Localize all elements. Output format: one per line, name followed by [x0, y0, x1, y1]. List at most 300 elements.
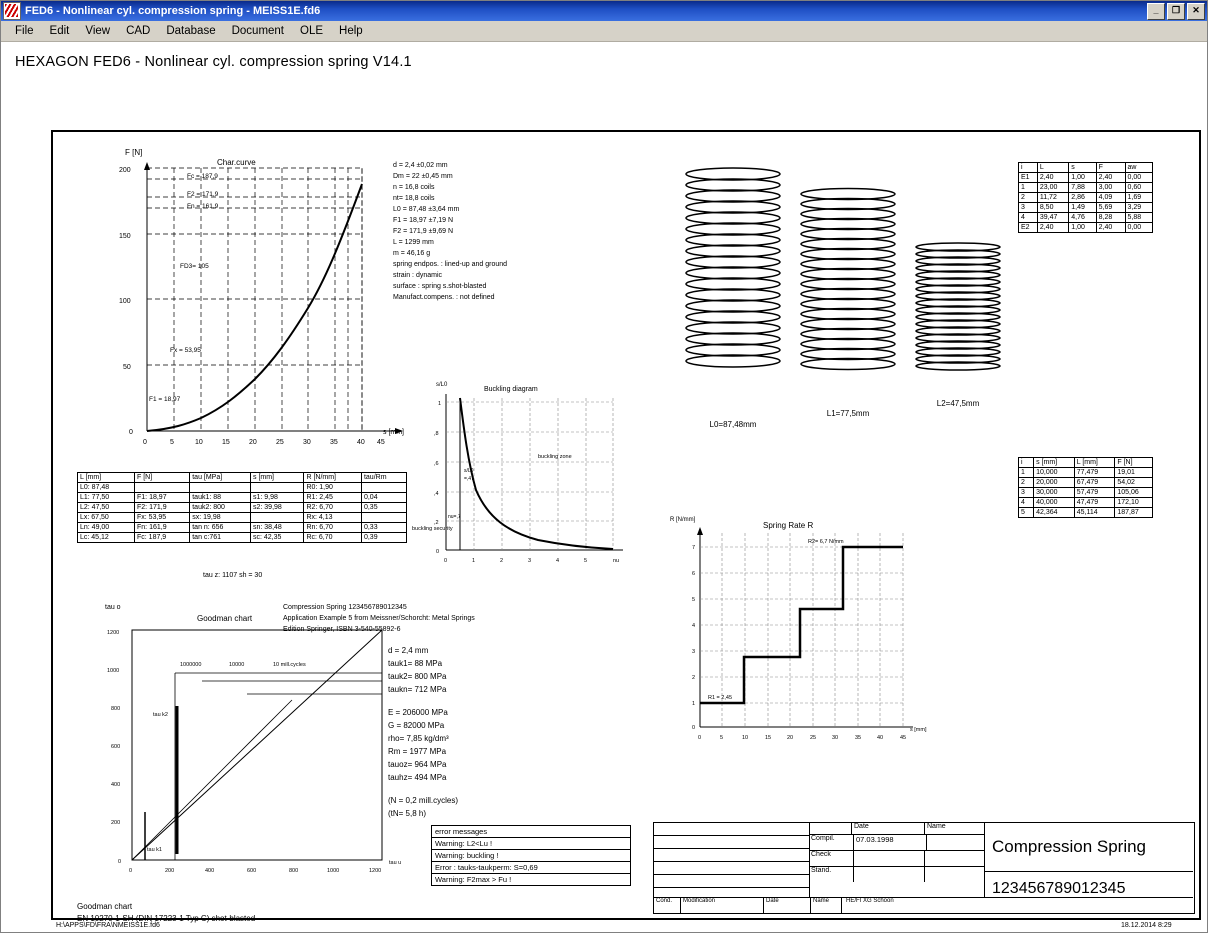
goodman-marker-tauk1: tau k1: [147, 847, 162, 853]
svg-text:45: 45: [377, 439, 385, 446]
svg-text:15: 15: [222, 439, 230, 446]
goodman-cycles-1000000: 1000000: [180, 662, 202, 668]
table-row: [1019, 203, 1153, 213]
svg-text:0: 0: [444, 558, 448, 564]
svg-text:Fn = 161,9: Fn = 161,9: [187, 203, 219, 210]
svg-text:800: 800: [289, 868, 299, 874]
col-tau: tau [MPa]: [190, 473, 251, 483]
menu-item-database[interactable]: Database: [166, 25, 216, 37]
svg-text:1: 1: [692, 701, 696, 707]
maximize-button[interactable]: ❐: [1167, 3, 1185, 20]
char-curve-ylabel: F [N]: [125, 148, 143, 157]
goodman-cycles-10000: 10000: [229, 662, 245, 668]
svg-text:150: 150: [119, 233, 131, 240]
error-message-item: Warning: F2max > Fu !: [431, 873, 631, 886]
cell: [251, 483, 304, 493]
spring-drawing-l0: [678, 162, 788, 429]
cell: 2,40: [1096, 223, 1125, 233]
table-row: [78, 503, 407, 513]
col-s: s: [1069, 163, 1096, 173]
spec-line: surface : spring s.shot-blasted: [393, 283, 487, 290]
svg-text:7: 7: [692, 545, 696, 551]
svg-text:20: 20: [249, 439, 257, 446]
material-line: Rm = 1977 MPa: [388, 747, 447, 756]
cell: 5: [1019, 508, 1034, 518]
col-s: s [mm]: [1034, 458, 1075, 468]
col-aw: aw: [1125, 163, 1152, 173]
cell: 3,00: [1096, 183, 1125, 193]
cell: 39,47: [1037, 213, 1068, 223]
cell: tauk2: 800: [190, 503, 251, 513]
svg-text:20: 20: [787, 735, 794, 741]
cell: Fn: 161,9: [135, 523, 190, 533]
svg-text:30: 30: [303, 439, 311, 446]
row-label-stand: Stand.: [809, 867, 854, 882]
material-line: E = 206000 MPa: [388, 708, 448, 717]
cell: Fx: 53,95: [135, 513, 190, 523]
spring-rate-ylabel: R [N/mm]: [670, 517, 696, 523]
spec-line: m = 46,16 g: [393, 250, 431, 257]
cell: E1: [1019, 173, 1038, 183]
cell: 2,40: [1037, 173, 1068, 183]
cell: 30,000: [1034, 488, 1075, 498]
title-block-revision-grid: [654, 823, 810, 897]
svg-text:5: 5: [584, 558, 588, 564]
result-table: [77, 472, 407, 543]
spring-rate-chart: [658, 517, 928, 767]
cell: 23,00: [1037, 183, 1068, 193]
svg-text:15: 15: [765, 735, 772, 741]
char-curve-chart: [77, 148, 407, 458]
cell: Lx: 67,50: [78, 513, 135, 523]
cell: 2,86: [1069, 193, 1096, 203]
window-controls: [1147, 3, 1205, 20]
spring-rate-annotation-r1: R1 = 2,45: [708, 695, 733, 701]
svg-text:F1 = 18,97: F1 = 18,97: [149, 396, 181, 403]
bottom-cond: Cond.: [654, 898, 681, 913]
result-table-footer: tau z: 1107 sh = 30: [203, 572, 263, 579]
spec-list: [393, 160, 507, 303]
table-row: [1019, 193, 1153, 203]
spring-drawing-l2: [908, 237, 1008, 408]
spring-rate-annotation-r2: R2= 6,7 N/mm: [808, 539, 844, 545]
svg-text:s [mm]: s [mm]: [910, 727, 927, 733]
goodman-marker-tauk2: tau k2: [153, 712, 168, 718]
svg-text:35: 35: [855, 735, 862, 741]
menu-item-file[interactable]: File: [15, 25, 34, 37]
row-name-stand: [925, 867, 984, 882]
svg-text:600: 600: [111, 744, 121, 750]
cell: [135, 483, 190, 493]
cell: R0: 1,90: [304, 483, 362, 493]
cell: 77,479: [1074, 468, 1115, 478]
table-row: [78, 523, 407, 533]
cell: 8,50: [1037, 203, 1068, 213]
menu-item-cad[interactable]: CAD: [126, 25, 151, 37]
col-s: s [mm]: [251, 473, 304, 483]
svg-text:600: 600: [247, 868, 257, 874]
svg-text:5: 5: [170, 439, 174, 446]
cell: F1: 18,97: [135, 493, 190, 503]
spring-label-l0: L0=87,48mm: [709, 420, 757, 429]
cell: 57,479: [1074, 488, 1115, 498]
text-heading-2: Application Example 5 from Meissner/Schorcht: Metal Springs: [283, 615, 475, 622]
cell: 42,364: [1034, 508, 1075, 518]
cell: 2: [1019, 478, 1034, 488]
svg-text:nu: nu: [613, 558, 620, 564]
svg-text:0: 0: [698, 735, 702, 741]
cell: sx: 19,98: [190, 513, 251, 523]
buckling-ylabel: s/L0: [436, 382, 448, 388]
cell: 20,000: [1034, 478, 1075, 488]
svg-text:s [mm]: s [mm]: [383, 429, 404, 436]
row-date-stand: [854, 867, 925, 882]
svg-text:25: 25: [276, 439, 284, 446]
material-line: tauk2= 800 MPa: [388, 672, 447, 681]
spec-line: L0 = 87,48 ±3,64 mm: [393, 206, 460, 213]
svg-text:1200: 1200: [107, 630, 120, 636]
drawing-sheet: [51, 130, 1201, 923]
spec-line: d = 2,4 ±0,02 mm: [393, 162, 448, 169]
cell: Rx: 4,13: [304, 513, 362, 523]
material-line: [388, 696, 458, 706]
bottom-name: Name: [811, 898, 842, 913]
svg-text:2: 2: [692, 675, 696, 681]
cell: 4: [1019, 498, 1034, 508]
svg-text:1000: 1000: [327, 868, 340, 874]
cell: Rc: 6,70: [304, 533, 362, 543]
cell: R2: 6,70: [304, 503, 362, 513]
material-line: G = 82000 MPa: [388, 721, 445, 730]
col-i: i: [1019, 163, 1038, 173]
svg-text:100: 100: [119, 298, 131, 305]
window-title: FED6 - Nonlinear cyl. compression spring - MEISS1E.fd6: [25, 5, 321, 17]
cell: 0,33: [361, 523, 406, 533]
svg-text:0: 0: [129, 868, 133, 874]
svg-text:,6: ,6: [434, 461, 439, 467]
svg-text:10: 10: [195, 439, 203, 446]
app-icon: [3, 2, 21, 20]
svg-text:,2: ,2: [434, 520, 439, 526]
table-row: [1019, 498, 1153, 508]
table-row: [78, 533, 407, 543]
text-block: [283, 602, 475, 635]
print-date-label: 18.12.2014 8:29: [1121, 922, 1172, 929]
error-messages-panel: [431, 825, 631, 886]
cell: 172,10: [1115, 498, 1153, 508]
cell: 5,88: [1125, 213, 1152, 223]
cell: 67,479: [1074, 478, 1115, 488]
table-row: [78, 493, 407, 503]
material-line: (tN= 5,8 h): [388, 809, 427, 818]
col-l: L [mm]: [1074, 458, 1115, 468]
col-f: F: [1096, 163, 1125, 173]
col-r: R [N/mm]: [304, 473, 362, 483]
menu-item-help[interactable]: Help: [339, 25, 363, 37]
cell: 4,76: [1069, 213, 1096, 223]
col-l: L: [1037, 163, 1068, 173]
goodman-chart: [77, 602, 407, 923]
svg-text:1: 1: [438, 401, 442, 407]
cell: R1: 2,45: [304, 493, 362, 503]
title-bar: [1, 1, 1207, 21]
buckling-diagram: [408, 382, 638, 582]
cell: [251, 513, 304, 523]
cell: 47,479: [1074, 498, 1115, 508]
title-block-bottom-strip: [654, 897, 984, 913]
svg-text:1: 1: [472, 558, 476, 564]
svg-text:400: 400: [205, 868, 215, 874]
svg-text:200: 200: [111, 820, 121, 826]
bottom-date: Date: [764, 898, 811, 913]
cell: 187,87: [1115, 508, 1153, 518]
svg-text:800: 800: [111, 706, 121, 712]
table-row: [1019, 183, 1153, 193]
cell: 1,00: [1069, 223, 1096, 233]
svg-text:35: 35: [330, 439, 338, 446]
cell: 8,28: [1096, 213, 1125, 223]
cell: 45,114: [1074, 508, 1115, 518]
svg-text:,4: ,4: [434, 491, 439, 497]
cell: 54,02: [1115, 478, 1153, 488]
menu-item-view[interactable]: View: [85, 25, 111, 37]
error-message-item: Warning: L2<Lu !: [431, 837, 631, 849]
row-label-check: Check: [809, 851, 854, 866]
svg-text:50: 50: [123, 364, 131, 371]
table-row: [1019, 468, 1153, 478]
table-row: [1019, 508, 1153, 518]
cell: Rn: 6,70: [304, 523, 362, 533]
row-label-compiled: Compil.: [809, 835, 854, 850]
svg-text:40: 40: [877, 735, 884, 741]
bottom-modification: Modification: [681, 898, 764, 913]
menu-item-ole[interactable]: OLE: [300, 25, 324, 37]
spec-line: Manufact.compens. : not defined: [393, 294, 495, 301]
table-header-row: [1019, 458, 1153, 468]
cell: 4,09: [1096, 193, 1125, 203]
row-name-check: [925, 851, 984, 866]
title-block: [653, 822, 1195, 914]
material-line: tauoz= 964 MPa: [388, 760, 447, 769]
spec-line: spring endpos. : lined-up and ground: [393, 261, 508, 268]
cell: 1: [1019, 468, 1034, 478]
load-table: [1018, 457, 1153, 518]
svg-text:4: 4: [692, 623, 696, 629]
goodman-title: Goodman chart: [197, 614, 253, 623]
error-message-item: Error : tauks-taukperm: S=0,69: [431, 861, 631, 873]
material-line: tauk1= 88 MPa: [388, 659, 443, 668]
cell: 0,60: [1125, 183, 1152, 193]
cell: 1,69: [1125, 193, 1152, 203]
svg-text:tau u: tau u: [389, 860, 402, 866]
spec-line: Dm = 22 ±0,45 mm: [393, 173, 453, 180]
cell: F2: 171,9: [135, 503, 190, 513]
material-line: (N = 0,2 mill.cycles): [388, 796, 459, 805]
buckling-title: Buckling diagram: [484, 386, 538, 393]
svg-text:3: 3: [528, 558, 532, 564]
col-name: Name: [927, 823, 946, 830]
table-row: [1019, 488, 1153, 498]
svg-text:s/L0: s/L0: [464, 468, 474, 474]
material-data-block: [388, 644, 458, 820]
svg-text:5: 5: [720, 735, 724, 741]
spec-line: n = 16,8 coils: [393, 184, 435, 191]
cell: [190, 483, 251, 493]
spec-line: L = 1299 mm: [393, 239, 434, 246]
goodman-cycles-10mill: 10 mill.cycles: [273, 662, 306, 668]
svg-text:400: 400: [111, 782, 121, 788]
row-name-compiled: [927, 835, 984, 850]
cell: 5,69: [1096, 203, 1125, 213]
material-line: rho= 7,85 kg/dm³: [388, 734, 449, 743]
goodman-ylabel: tau o: [105, 604, 121, 611]
table-header-row: [78, 473, 407, 483]
error-messages-title: error messages: [431, 825, 631, 837]
text-heading-3: Edition Springer, ISBN 3-540-55892-6: [283, 626, 401, 633]
col-date: Date: [852, 823, 925, 834]
error-message-item: Warning: buckling !: [431, 849, 631, 861]
table-row: [1019, 478, 1153, 488]
cell: [361, 483, 406, 493]
svg-text:F2 = 171,9: F2 = 171,9: [187, 191, 219, 198]
cell: 2,40: [1096, 173, 1125, 183]
cell: 1,00: [1069, 173, 1096, 183]
buckling-security-label: buckling security: [412, 526, 453, 532]
cell: 40,000: [1034, 498, 1075, 508]
cell: Fc: 187,9: [135, 533, 190, 543]
cell: 4: [1019, 213, 1038, 223]
spring-label-l2: L2=47,5mm: [936, 399, 980, 408]
svg-text:30: 30: [832, 735, 839, 741]
cell: s1: 9,98: [251, 493, 304, 503]
close-button[interactable]: ✕: [1187, 3, 1205, 20]
svg-text:nu=,7: nu=,7: [448, 514, 461, 520]
svg-text:1000: 1000: [107, 668, 120, 674]
cell: L2: 47,50: [78, 503, 135, 513]
cell: L0: 87,48: [78, 483, 135, 493]
cell: 19,01: [1115, 468, 1153, 478]
svg-text:5: 5: [692, 597, 696, 603]
col-f: F [N]: [1115, 458, 1153, 468]
cell: 1,49: [1069, 203, 1096, 213]
menu-bar: [1, 21, 1207, 42]
svg-text:FD3= 105: FD3= 105: [180, 263, 209, 270]
spec-line: strain : dynamic: [393, 272, 443, 279]
cell: tan c:761: [190, 533, 251, 543]
buckling-zone-label: buckling zone: [538, 454, 572, 460]
table-row: [78, 483, 407, 493]
cell: Lc: 45,12: [78, 533, 135, 543]
menu-item-document[interactable]: Document: [231, 25, 285, 37]
col-f: F [N]: [135, 473, 190, 483]
cell: sc: 42,35: [251, 533, 304, 543]
svg-text:3: 3: [692, 649, 696, 655]
svg-text:Fc = 187,9: Fc = 187,9: [187, 173, 218, 180]
bottom-owner: HE/FI XG Schoon: [846, 898, 894, 904]
svg-text:1200: 1200: [369, 868, 382, 874]
goodman-caption-1: Goodman chart: [77, 902, 133, 911]
table-header-row: [1019, 163, 1153, 173]
title-block-bottom-right: [984, 897, 1193, 913]
cell: 0,04: [361, 493, 406, 503]
cell: 0,00: [1125, 223, 1152, 233]
minimize-button[interactable]: _: [1147, 3, 1165, 20]
spring-label-l1: L1=77,5mm: [826, 409, 870, 418]
svg-text:6: 6: [692, 571, 696, 577]
svg-text:0: 0: [129, 429, 133, 436]
svg-text:2: 2: [500, 558, 504, 564]
part-number: 123456789012345: [992, 880, 1126, 897]
cell: 105,06: [1115, 488, 1153, 498]
cell: 0,35: [361, 503, 406, 513]
coordinate-table: [1018, 162, 1153, 233]
table-row: [1019, 213, 1153, 223]
svg-text:200: 200: [165, 868, 175, 874]
svg-text:=,47: =,47: [464, 476, 474, 482]
cell: 2,40: [1037, 223, 1068, 233]
cell: Ln: 49,00: [78, 523, 135, 533]
app-header-label: HEXAGON FED6 - Nonlinear cyl. compression spring V14.1: [15, 54, 412, 70]
cell: 1: [1019, 183, 1038, 193]
svg-text:0: 0: [118, 859, 122, 865]
cell: 3: [1019, 203, 1038, 213]
svg-text:0: 0: [692, 725, 696, 731]
material-line: taukn= 712 MPa: [388, 685, 447, 694]
cell: 2: [1019, 193, 1038, 203]
table-row: [1019, 223, 1153, 233]
title-block-signoff: [809, 823, 985, 897]
cell: 3: [1019, 488, 1034, 498]
svg-text:0: 0: [436, 549, 440, 555]
cell: tan n: 656: [190, 523, 251, 533]
material-line: d = 2,4 mm: [388, 646, 429, 655]
table-row: [78, 513, 407, 523]
cell: 11,72: [1037, 193, 1068, 203]
cell: E2: [1019, 223, 1038, 233]
part-title: Compression Spring: [992, 837, 1147, 856]
cell: 7,88: [1069, 183, 1096, 193]
cell: s2: 39,98: [251, 503, 304, 513]
row-date-compiled: 07.03.1998: [854, 835, 927, 850]
svg-text:4: 4: [556, 558, 560, 564]
col-l: L [mm]: [78, 473, 135, 483]
spec-line: F2 = 171,9 ±9,69 N: [393, 228, 454, 235]
cell: tauk1: 88: [190, 493, 251, 503]
material-line: tauhz= 494 MPa: [388, 773, 447, 782]
menu-item-edit[interactable]: Edit: [49, 25, 70, 37]
cell: 0,39: [361, 533, 406, 543]
svg-text:40: 40: [357, 439, 365, 446]
svg-text:,8: ,8: [434, 431, 439, 437]
svg-text:0: 0: [143, 439, 147, 446]
svg-text:Fx = 53,95: Fx = 53,95: [170, 347, 201, 354]
svg-text:200: 200: [119, 167, 131, 174]
cell: 3,29: [1125, 203, 1152, 213]
text-heading-1: Compression Spring 123456789012345: [283, 604, 407, 611]
svg-text:45: 45: [900, 735, 907, 741]
cell: 0,00: [1125, 173, 1152, 183]
cell: 10,000: [1034, 468, 1075, 478]
cell: [361, 513, 406, 523]
cell: sn: 38,48: [251, 523, 304, 533]
col-i: i: [1019, 458, 1034, 468]
drawing-client-area: [1, 42, 1207, 932]
spring-rate-title: Spring Rate R: [763, 521, 814, 530]
col-taurm: tau/Rm: [361, 473, 406, 483]
char-curve-title: Char.curve: [217, 158, 256, 167]
goodman-caption-2: EN 10270-1-SH (DIN 17223-1 Typ C) shot-blasted: [77, 914, 256, 923]
row-date-check: [854, 851, 925, 866]
